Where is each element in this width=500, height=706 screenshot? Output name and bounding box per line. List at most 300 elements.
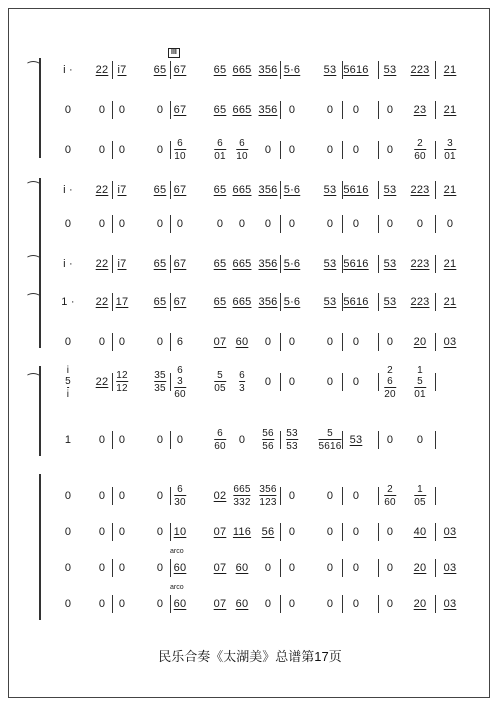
bar-line: [342, 373, 343, 391]
bar-line: [378, 559, 379, 577]
bar-line: [170, 181, 171, 199]
score-cell: 0: [386, 434, 394, 446]
bar-line: [342, 215, 343, 233]
score-cell: 65: [213, 296, 227, 308]
score-cell: 5·6: [283, 184, 301, 196]
score-cell: $\frac{5}{5616}$: [318, 428, 342, 452]
score-cell: 0: [98, 598, 106, 610]
bar-line: [280, 141, 281, 159]
bar-line: [170, 293, 171, 311]
score-cell: i ·: [63, 64, 73, 76]
score-cell: $\frac{35}{35}$: [154, 370, 166, 394]
score-row: [40, 520, 480, 544]
score-cell: 21: [443, 184, 457, 196]
score-cell: 0: [64, 562, 72, 574]
score-cell: 0: [386, 218, 394, 230]
bar-line: [112, 559, 113, 577]
score-cell: $\frac{6}{30}$: [174, 484, 186, 508]
score-cell: 07: [213, 526, 227, 538]
score-row: [28, 252, 480, 276]
score-cell: i7: [117, 64, 127, 76]
score-cell: 22: [95, 296, 109, 308]
score-cell: $\frac{1}{05}$: [414, 484, 426, 508]
score-cell: 223: [410, 184, 430, 196]
score-row: [40, 330, 480, 354]
score-cell: 03: [443, 598, 457, 610]
score-cell: $\frac{2}{60}$: [384, 484, 396, 508]
score-cell: 0: [98, 218, 106, 230]
score-cell: i ·: [63, 258, 73, 270]
score-cell: 40: [413, 526, 427, 538]
bar-line: [342, 333, 343, 351]
score-cell: 0: [352, 562, 360, 574]
score-cell: 1: [64, 434, 72, 446]
score-cell: 17: [115, 296, 129, 308]
score-cell: 0: [264, 598, 272, 610]
clef-icon: ⁀: [28, 374, 39, 389]
score-cell: 03: [443, 526, 457, 538]
score-cell: 0: [416, 434, 424, 446]
bar-line: [342, 181, 343, 199]
bar-line: [280, 373, 281, 391]
score-cell: 07: [213, 562, 227, 574]
bar-line: [170, 215, 171, 233]
bar-line: [280, 431, 281, 449]
score-cell: 0: [156, 562, 164, 574]
score-cell: 23: [413, 104, 427, 116]
bar-line: [112, 101, 113, 119]
score-cell: 0: [288, 526, 296, 538]
bar-line: [378, 215, 379, 233]
score-cell: $\frac{6}{3}$: [239, 370, 245, 394]
score-cell: 5·6: [283, 64, 301, 76]
arco-mark-2: arco: [170, 584, 184, 591]
score-cell: 65: [213, 258, 227, 270]
score-cell: 0: [98, 434, 106, 446]
bar-line: [280, 61, 281, 79]
score-cell: 0: [156, 490, 164, 502]
score-cell: 65: [213, 184, 227, 196]
score-cell: 0: [352, 598, 360, 610]
score-row: [40, 484, 480, 508]
bar-line: [112, 431, 113, 449]
score-cell: 0: [386, 562, 394, 574]
score-cell: 0: [264, 376, 272, 388]
bar-line: [342, 431, 343, 449]
bar-line: [342, 61, 343, 79]
bar-line: [280, 181, 281, 199]
score-cell: 0: [326, 104, 334, 116]
score-cell: 0: [446, 218, 454, 230]
arco-mark-1: arco: [170, 548, 184, 555]
score-cell: 0: [264, 218, 272, 230]
bar-line: [112, 333, 113, 351]
score-cell: 0: [326, 562, 334, 574]
score-cell: 22: [95, 258, 109, 270]
score-row: [40, 138, 480, 162]
score-cell: 65: [213, 64, 227, 76]
bar-line: [435, 595, 436, 613]
bar-line: [435, 559, 436, 577]
score-row: [28, 178, 480, 202]
score-cell: 0: [288, 104, 296, 116]
score-cell: 116: [232, 526, 252, 538]
bar-line: [378, 293, 379, 311]
bar-line: [378, 333, 379, 351]
score-cell: 53: [349, 434, 363, 446]
score-cell: 0: [64, 144, 72, 156]
score-cell: 0: [98, 144, 106, 156]
score-cell: 53: [383, 296, 397, 308]
score-cell: 53: [323, 258, 337, 270]
score-cell: 0: [326, 336, 334, 348]
score-cell: 20: [413, 562, 427, 574]
score-cell: 67: [173, 64, 187, 76]
score-cell: 0: [118, 336, 126, 348]
score-cell: $\frac{6}{10}$: [236, 138, 248, 162]
score-cell: 0: [156, 144, 164, 156]
score-cell: 665: [232, 184, 252, 196]
score-cell: 0: [326, 144, 334, 156]
score-cell: 5·6: [283, 258, 301, 270]
score-cell: 0: [288, 490, 296, 502]
score-cell: 0: [156, 218, 164, 230]
score-cell: 0: [352, 376, 360, 388]
score-cell: 0: [98, 104, 106, 116]
score-cell: $\frac{6}{01}$: [214, 138, 226, 162]
score-cell: $\frac{5}{05}$: [214, 370, 226, 394]
score-cell: 0: [352, 218, 360, 230]
score-cell: 67: [173, 184, 187, 196]
score-cell: 0: [118, 490, 126, 502]
score-cell: 0: [156, 336, 164, 348]
bar-line: [280, 215, 281, 233]
bar-line: [112, 61, 113, 79]
bar-line: [378, 181, 379, 199]
score-cell: 0: [386, 104, 394, 116]
score-cell: 0: [118, 434, 126, 446]
bar-line: [435, 523, 436, 541]
score-cell: 0: [118, 562, 126, 574]
bar-line: [378, 101, 379, 119]
score-cell: 60: [173, 562, 187, 574]
bar-line: [112, 255, 113, 273]
score-cell: 0: [288, 336, 296, 348]
bar-line: [112, 523, 113, 541]
bar-line: [170, 373, 171, 391]
bar-line: [112, 215, 113, 233]
bar-line: [170, 487, 171, 505]
bar-line: [435, 61, 436, 79]
score-cell: 0: [288, 376, 296, 388]
bar-line: [435, 487, 436, 505]
score-cell: 0: [156, 526, 164, 538]
score-cell: 03: [443, 336, 457, 348]
bar-line: [378, 373, 379, 391]
score-cell: 10: [173, 526, 187, 538]
clef-icon: ⁀: [28, 256, 39, 271]
score-cell: 0: [288, 144, 296, 156]
score-cell: 65: [153, 184, 167, 196]
score-cell: 0: [64, 490, 72, 502]
score-cell: 02: [213, 490, 227, 502]
score-row: [28, 58, 480, 82]
bar-line: [112, 181, 113, 199]
score-cell: 65: [153, 64, 167, 76]
score-cell: $\frac{56}{56}$: [262, 428, 274, 452]
score-cell: 0: [118, 598, 126, 610]
score-cell: 0: [264, 336, 272, 348]
bar-line: [342, 293, 343, 311]
score-cell: 0: [64, 336, 72, 348]
bar-line: [280, 293, 281, 311]
score-cell: 0: [176, 434, 184, 446]
score-cell: 0: [352, 104, 360, 116]
score-cell: 665: [232, 258, 252, 270]
score-cell: 0: [118, 144, 126, 156]
score-cell: 0: [288, 218, 296, 230]
bar-line: [342, 523, 343, 541]
score-cell: 0: [98, 490, 106, 502]
score-row: [40, 556, 480, 580]
score-cell: 0: [156, 104, 164, 116]
score-cell: 60: [235, 598, 249, 610]
bar-line: [170, 431, 171, 449]
bar-line: [378, 431, 379, 449]
score-cell: 53: [383, 64, 397, 76]
score-cell: $\frac{6}{60}$: [214, 428, 226, 452]
score-cell: 356: [258, 258, 278, 270]
bar-line: [378, 255, 379, 273]
score-cell: 665: [232, 296, 252, 308]
score-cell: 20: [413, 598, 427, 610]
bar-line: [378, 141, 379, 159]
score-cell: 0: [416, 218, 424, 230]
score-cell: 356: [258, 64, 278, 76]
score-cell: 0: [352, 144, 360, 156]
score-cell: 0: [176, 218, 184, 230]
score-cell: 0: [238, 434, 246, 446]
score-cell: 0: [288, 562, 296, 574]
score-cell: 0: [386, 144, 394, 156]
bar-line: [280, 101, 281, 119]
score-cell: 60: [173, 598, 187, 610]
score-cell: 21: [443, 258, 457, 270]
score-cell: 22: [95, 376, 109, 388]
rehearsal-marker: III: [168, 48, 180, 58]
score-cell: 53: [383, 258, 397, 270]
score-cell: $\frac{356}{123}$: [259, 484, 277, 508]
score-cell: 21: [443, 296, 457, 308]
clef-icon: ⁀: [28, 294, 39, 309]
bar-line: [435, 373, 436, 391]
score-cell: $\frac{6}{10}$: [174, 138, 186, 162]
score-cell: $\frac{53}{53}$: [286, 428, 298, 452]
score-cell: 0: [64, 598, 72, 610]
score-cell: i ·: [63, 184, 73, 196]
bar-line: [170, 333, 171, 351]
bar-line: [435, 333, 436, 351]
bar-line: [435, 141, 436, 159]
score-cell: 65: [153, 258, 167, 270]
score-cell: 60: [235, 336, 249, 348]
bar-line: [170, 523, 171, 541]
score-cell: 0: [156, 434, 164, 446]
score-cell: $\frac{665}{332}$: [233, 484, 251, 508]
bar-line: [170, 61, 171, 79]
bar-line: [112, 595, 113, 613]
score-cell: 0: [216, 218, 224, 230]
bar-line: [435, 431, 436, 449]
score-cell: 0: [386, 598, 394, 610]
score-cell: 0: [118, 526, 126, 538]
bar-line: [378, 523, 379, 541]
score-cell: 0: [98, 526, 106, 538]
bar-line: [435, 181, 436, 199]
bar-line: [112, 141, 113, 159]
clef-icon: ⁀: [28, 182, 39, 197]
score-cell: 0: [352, 526, 360, 538]
score-cell: 0: [64, 526, 72, 538]
score-cell: 0: [64, 104, 72, 116]
score-cell: i7: [117, 184, 127, 196]
score-cell: 56: [261, 526, 275, 538]
score-cell: 1 ·: [61, 296, 75, 308]
bar-line: [170, 559, 171, 577]
score-cell: 0: [156, 598, 164, 610]
score-cell: 5616: [343, 258, 369, 270]
score-cell: 0: [264, 562, 272, 574]
score-cell: i7: [117, 258, 127, 270]
bar-line: [280, 487, 281, 505]
score-row: [40, 428, 480, 452]
score-cell: 0: [118, 218, 126, 230]
score-cell: 0: [326, 598, 334, 610]
score-cell: 0: [326, 490, 334, 502]
bar-line: [112, 373, 113, 391]
score-cell: 5616: [343, 64, 369, 76]
score-cell: 5·6: [283, 296, 301, 308]
bar-line: [170, 595, 171, 613]
score-cell: 21: [443, 64, 457, 76]
bar-line: [435, 215, 436, 233]
score-cell: 0: [98, 336, 106, 348]
bar-line: [435, 293, 436, 311]
bar-line: [170, 101, 171, 119]
score-cell: 0: [238, 218, 246, 230]
score-cell: 0: [64, 218, 72, 230]
clef-icon: ⁀: [28, 62, 39, 77]
score-row: [40, 592, 480, 616]
bar-line: [112, 293, 113, 311]
page-footer-caption: 民乐合奏《太湖美》总谱第17页: [158, 649, 342, 664]
bar-line: [280, 559, 281, 577]
score-cell: 665: [232, 64, 252, 76]
score-cell: 5616: [343, 296, 369, 308]
score-cell: 1 5 01: [414, 364, 426, 400]
score-cell: 53: [323, 184, 337, 196]
score-cell: 223: [410, 258, 430, 270]
score-cell: 223: [410, 64, 430, 76]
score-cell: 0: [288, 598, 296, 610]
score-cell: 65: [213, 104, 227, 116]
bar-line: [280, 333, 281, 351]
bar-line: [342, 101, 343, 119]
score-cell: 0: [352, 336, 360, 348]
score-row: [28, 290, 480, 314]
score-cell: $\frac{12}{12}$: [116, 370, 128, 394]
bar-line: [280, 523, 281, 541]
bar-line: [378, 595, 379, 613]
score-cell: 67: [173, 296, 187, 308]
score-row: [40, 212, 480, 236]
score-cell: 22: [95, 184, 109, 196]
score-cell: 2 6 20: [384, 364, 396, 400]
bar-line: [378, 61, 379, 79]
score-cell: 0: [386, 336, 394, 348]
score-cell: 22: [95, 64, 109, 76]
score-cell: 65: [153, 296, 167, 308]
score-cell: 0: [326, 376, 334, 388]
bar-line: [342, 255, 343, 273]
score-cell: 356: [258, 296, 278, 308]
bar-line: [435, 255, 436, 273]
score-cell: 21: [443, 104, 457, 116]
bar-line: [342, 559, 343, 577]
score-cell: 6 3 60: [174, 364, 186, 400]
bar-line: [378, 487, 379, 505]
score-cell: 223: [410, 296, 430, 308]
score-cell: 0: [264, 144, 272, 156]
bar-line: [170, 141, 171, 159]
bar-line: [342, 487, 343, 505]
score-cell: 53: [323, 296, 337, 308]
bar-line: [280, 255, 281, 273]
score-cell: 60: [235, 562, 249, 574]
score-cell: 5616: [343, 184, 369, 196]
bar-line: [112, 487, 113, 505]
score-cell: 20: [413, 336, 427, 348]
score-cell: 0: [386, 526, 394, 538]
bar-line: [342, 595, 343, 613]
score-cell: $\frac{2}{60}$: [414, 138, 426, 162]
score-cell: 07: [213, 336, 227, 348]
bar-line: [342, 141, 343, 159]
score-cell: 53: [323, 64, 337, 76]
score-cell: i 5 i: [65, 364, 71, 400]
score-cell: 67: [173, 104, 187, 116]
score-row: [40, 98, 480, 122]
score-cell: 07: [213, 598, 227, 610]
score-cell: 0: [98, 562, 106, 574]
score-cell: 6: [176, 336, 184, 348]
score-cell: 0: [352, 490, 360, 502]
score-cell: 0: [326, 526, 334, 538]
score-cell: 53: [383, 184, 397, 196]
score-cell: $\frac{3}{01}$: [444, 138, 456, 162]
bar-line: [435, 101, 436, 119]
score-cell: 03: [443, 562, 457, 574]
score-cell: 67: [173, 258, 187, 270]
score-cell: 356: [258, 104, 278, 116]
score-row: [28, 364, 480, 400]
score-cell: 0: [118, 104, 126, 116]
score-cell: 665: [232, 104, 252, 116]
bar-line: [280, 595, 281, 613]
score-cell: 0: [326, 218, 334, 230]
bar-line: [170, 255, 171, 273]
score-cell: 356: [258, 184, 278, 196]
